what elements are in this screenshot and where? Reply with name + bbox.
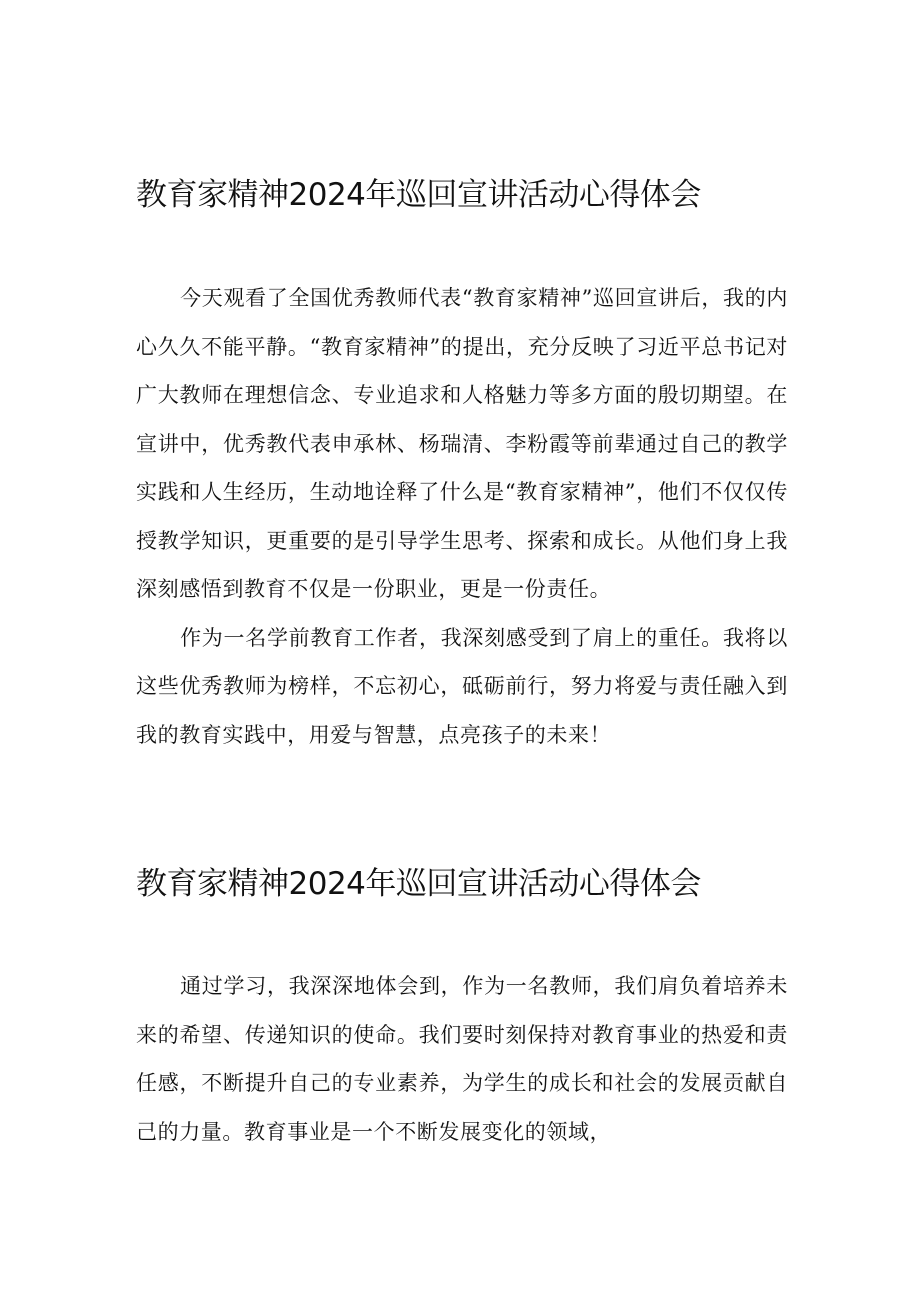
section-2-title: 教育家精神2024年巡回宣讲活动心得体会 bbox=[136, 866, 701, 902]
section-1-body bbox=[136, 274, 788, 759]
section-1-paragraph-2: 作为一名学前教育工作者，我深刻感受到了肩上的重任。我将以这些优秀教师为榜样，不忘初心，砥砺前行，努力将爱与责任融入到我的教育实践中，用爱与智慧，点亮孩子的未来！ bbox=[136, 625, 788, 747]
section-2-body bbox=[136, 962, 788, 1156]
section-2-paragraph-1: 通过学习，我深深地体会到，作为一名教师，我们肩负着培养未来的希望、传递知识的使命。我们要时刻保持对教育事业的热爱和责任感，不断提升自己的专业素养，为学生的成长和社会的发展贡献自己的力量。教育事业是一个不断发展变化的领域， bbox=[136, 974, 788, 1144]
section-1-title: 教育家精神2024年巡回宣讲活动心得体会 bbox=[136, 177, 701, 213]
section-1-paragraph-1: 今天观看了全国优秀教师代表“教育家精神”巡回宣讲后，我的内心久久不能平静。“教育家精神”的提出，充分反映了习近平总书记对广大教师在理想信念、专业追求和人格魅力等多方面的殷切期望。在宣讲中，优秀教代表申承林、杨瑞清、李粉霞等前辈通过自己的教学实践和人生经历，生动地诠释了什么是“教育家精神”，他们不仅仅传授教学知识，更重要的是引导学生思考、探索和成长。从他们身上我深刻感悟到教育不仅是一份职业，更是一份责任。 bbox=[136, 286, 788, 601]
